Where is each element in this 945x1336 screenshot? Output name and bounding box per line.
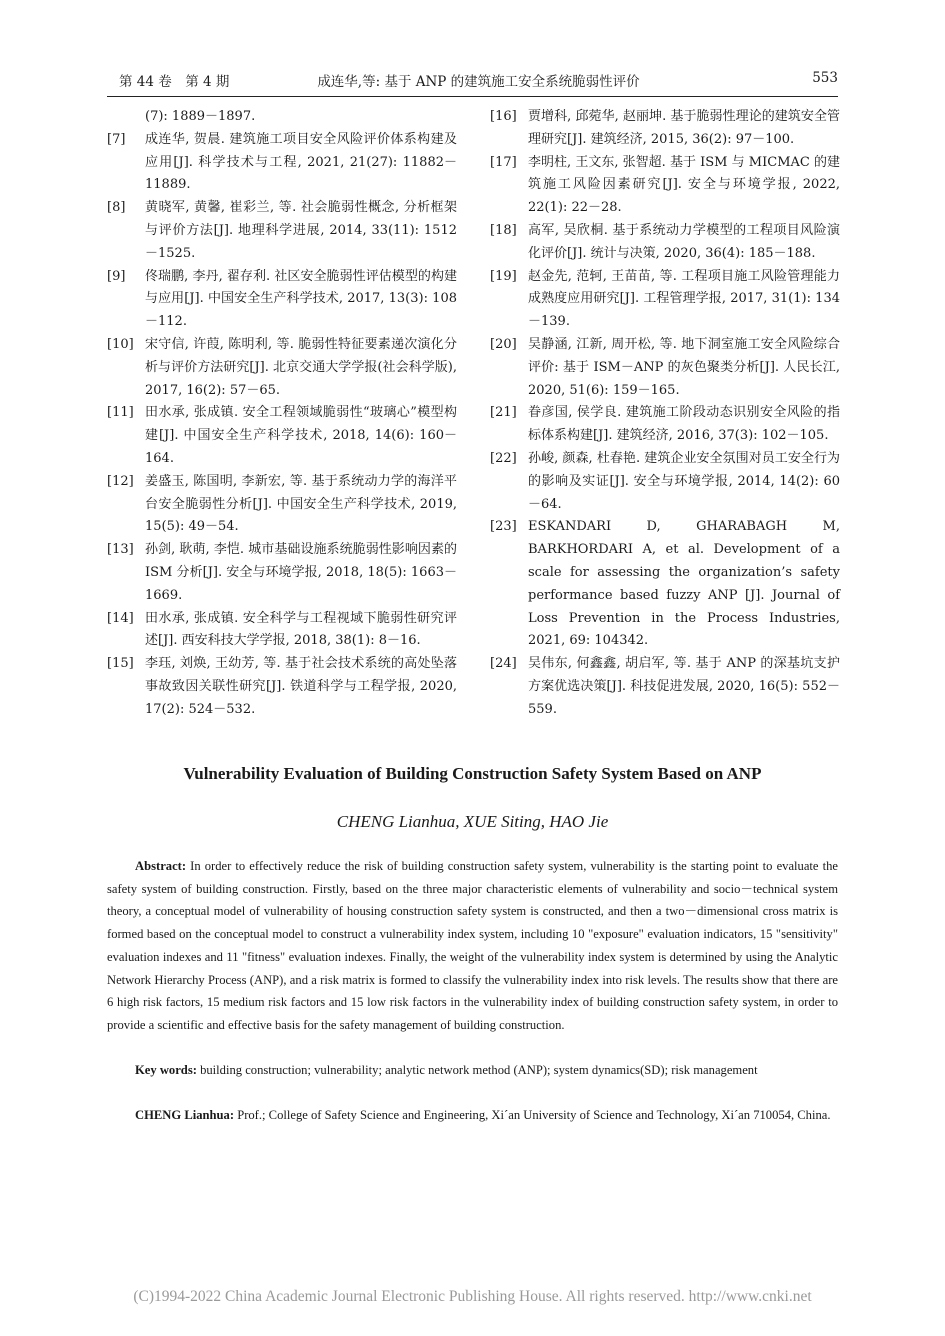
abstract (107, 855, 838, 1037)
reference-number: [13] (107, 542, 134, 558)
reference-item (107, 197, 457, 265)
english-authors: CHENG Lianhua, XUE Siting, HAO Jie (336, 812, 609, 831)
reference-item (490, 516, 840, 653)
reference-text: 贾增科, 邱菀华, 赵丽坤. 基于脆弱性理论的建筑安全管理研究[J]. 建筑经济, 2015, 36(2): 97－100. (528, 109, 840, 147)
reference-text: 高军, 吴欣桐. 基于系统动力学模型的工程项目风险演化评价[J]. 统计与决策, 2020, 36(4): 185－188. (528, 222, 840, 261)
reference-text: 吴静涵, 江新, 周开松, 等. 地下洞室施工安全风险综合评价: 基于 ISM－ANP 的灰色聚类分析[J]. 人民长江, 2020, 51(6): 159－165. (528, 336, 840, 398)
reference-text: 田水承, 张成镇. 安全科学与工程视域下脆弱性研究评述[J]. 西安科技大学学报, 2018, 38(1): 8－16. (145, 610, 457, 649)
reference-text: 黄晓军, 黄馨, 崔彩兰, 等. 社会脆弱性概念, 分析框架与评价方法[J]. 地理科学进展, 2014, 33(11): 1512－1525. (145, 200, 457, 261)
reference-number: [10] (107, 336, 134, 352)
reference-item (107, 539, 457, 607)
reference-item (490, 653, 840, 721)
reference-number: [7] (107, 131, 126, 147)
copyright-footer: (C)1994-2022 China Academic Journal Electronic Publishing House. All rights reserved. http://www.cnki.net (133, 1288, 812, 1305)
reference-item (107, 334, 457, 402)
reference-text: 田水承, 张成镇. 安全工程领域脆弱性“玻璃心”模型构建[J]. 中国安全生产科学技术, 2018, 14(6): 160－164. (145, 405, 457, 466)
reference-number: [11] (107, 405, 134, 421)
abstract-label: Abstract: (135, 859, 187, 873)
reference-number: [14] (107, 610, 134, 626)
reference-item (107, 402, 457, 470)
reference-number: [17] (490, 154, 517, 170)
reference-text: 成连华, 贺晨. 建筑施工项目安全风险评价体系构建及应用[J]. 科学技术与工程, 2021, 21(27): 11882－11889. (145, 131, 457, 193)
reference-number: [22] (490, 450, 517, 466)
page-number: 553 (812, 70, 838, 86)
reference-item (490, 152, 840, 220)
reference-text: 赵金先, 范轲, 王苗苗, 等. 工程项目施工风险管理能力成熟度应用研究[J]. 工程管理学报, 2017, 31(1): 134－139. (528, 268, 840, 330)
reference-item (107, 471, 457, 539)
reference-number: [19] (490, 268, 517, 284)
reference-text: 李明柱, 王文东, 张智超. 基于 ISM 与 MICMAC 的建筑施工风险因素研究[J]. 安全与环境学报, 2022, 22(1): 22－28. (528, 154, 840, 216)
affiliation-text: Prof.; College of Safety Science and Engineering, Xi´an University of Science and Technology, Xi´an 710054, China. (237, 1108, 831, 1122)
reference-item (490, 334, 840, 402)
reference-number: [20] (490, 336, 517, 352)
reference-item (490, 448, 840, 516)
reference-item (107, 608, 457, 654)
reference-text: 姜盛玉, 陈国明, 李新宏, 等. 基于系统动力学的海洋平台安全脆弱性分析[J]. 中国安全生产科学技术, 2019, 15(5): 49－54. (145, 473, 457, 535)
header-rule (107, 96, 838, 97)
reference-text: 孙剑, 耿萌, 李恺. 城市基础设施系统脆弱性影响因素的 ISM 分析[J]. 安全与环境学报, 2018, 18(5): 1663－1669. (145, 542, 457, 603)
abstract-text: In order to effectively reduce the risk of building construction safety system, vulnerability is the starting point to evaluate the safety system of building construction. Firstly, based on the three major characteristic elements of vulnerability and socio－technical system theory, a conceptual model of vulnerability of housing construction safety system is constructed, and then a two－dimensional cross matrix is formed based on the conceptual model to construct a vulnerability index system, including 10 "exposure" evaluation indicators, 15 "sensitivity" evaluation indexes and 11 "fitness" evaluation indexes. Finally, the weight of the vulnerability index system is determined by using the Analytic Network Hierarchy Process (ANP), and a risk matrix is formed to classify the vulnerability index into risk levels. The results show that there are 6 high risk factors, 15 medium risk factors and 15 low risk factors in the vulnerability index of building construction safety system, in order to provide a scientific and effective basis for the safety management of building construction. (107, 859, 838, 1032)
reference-text: ESKANDARI D, GHARABAGH M, BARKHORDARI A, et al. Development of a scale for assessing the organization’s safety performance based fuzzy ANP [J]. Journal of Loss Prevention in the Process Industries, 2021, 69: 104342. (528, 519, 840, 649)
reference-number: [16] (490, 109, 517, 124)
reference-number: [18] (490, 222, 517, 238)
reference-item (490, 402, 840, 448)
reference-text: (7): 1889－1897. (145, 109, 256, 124)
reference-number: [12] (107, 473, 134, 489)
affiliation-label: CHENG Lianhua: (135, 1108, 235, 1122)
reference-number: [23] (490, 519, 517, 535)
reference-item (490, 266, 840, 334)
keywords (107, 1059, 838, 1082)
reference-text: 孙峻, 颜森, 杜春艳. 建筑企业安全氛围对员工安全行为的影响及实证[J]. 安全与环境学报, 2014, 14(2): 60－64. (528, 450, 840, 512)
author-affiliation (107, 1104, 838, 1127)
english-title: Vulnerability Evaluation of Building Construction Safety System Based on ANP (183, 764, 762, 783)
reference-text: 眷彦国, 侯学良. 建筑施工阶段动态识别安全风险的指标体系构建[J]. 建筑经济, 2016, 37(3): 102－105. (528, 405, 840, 444)
reference-number: [21] (490, 405, 517, 421)
reference-text: 宋守信, 许葭, 陈明利, 等. 脆弱性特征要素递次演化分析与评价方法研究[J]. 北京交通大学学报(社会科学版), 2017, 16(2): 57－65. (145, 336, 457, 398)
reference-item (490, 106, 840, 152)
keywords-label: Key words: (135, 1063, 197, 1077)
reference-number: [8] (107, 200, 126, 216)
reference-text: 李珏, 刘焕, 王幼芳, 等. 基于社会技术系统的高处坠落事故致因关联性研究[J]. 铁道科学与工程学报, 2020, 17(2): 524－532. (145, 656, 457, 717)
reference-text: 佟瑞鹏, 李丹, 翟存利. 社区安全脆弱性评估模型的构建与应用[J]. 中国安全生产科学技术, 2017, 13(3): 108－112. (145, 268, 457, 330)
running-title: 成连华,等: 基于 ANP 的建筑施工安全系统脆弱性评价 (317, 74, 640, 90)
reference-number: [24] (490, 656, 517, 672)
volume-issue: 第 44 卷 第 4 期 (119, 74, 230, 90)
reference-number: [9] (107, 268, 126, 284)
reference-item (107, 106, 457, 129)
reference-number: [15] (107, 656, 134, 672)
reference-text: 吴伟东, 何鑫鑫, 胡启军, 等. 基于 ANP 的深基坑支护方案优选决策[J]. 科技促进发展, 2020, 16(5): 552－559. (528, 656, 840, 717)
page-header (119, 70, 838, 92)
keywords-text: building construction; vulnerability; analytic network method (ANP); system dynamics(SD); risk management (200, 1063, 758, 1077)
references-right-column (490, 106, 840, 722)
references-left-column (107, 106, 457, 722)
reference-item (490, 220, 840, 266)
reference-item (107, 266, 457, 334)
reference-item (107, 653, 457, 721)
reference-item (107, 129, 457, 197)
